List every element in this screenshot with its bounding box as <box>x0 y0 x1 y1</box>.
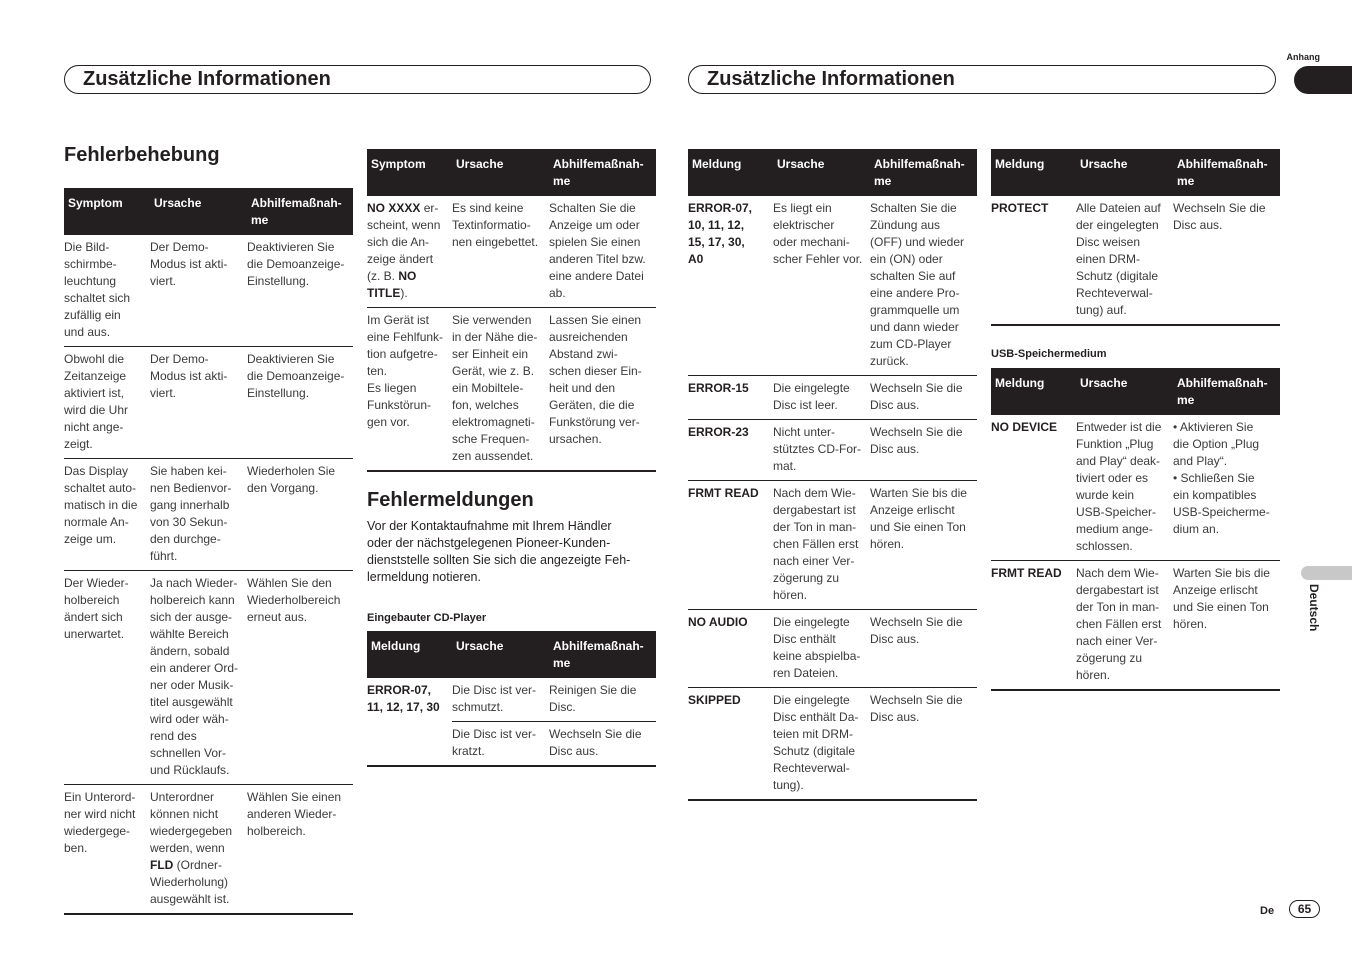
cell-meldung: FRMT READ <box>688 481 773 610</box>
cell-ursache: Nicht unter- stütztes CD-For- mat. <box>773 420 870 481</box>
cell-abhilfe: Wechseln Sie die Disc aus. <box>1173 196 1280 325</box>
cell-symptom <box>367 196 452 308</box>
cell-meldung: ERROR-07, 10, 11, 12, 15, 17, 30, A0 <box>688 196 773 376</box>
cell-abhilfe: Wählen Sie den Wiederholbereich erneut aus. <box>247 571 353 785</box>
col-header-meldung: Meldung <box>991 149 1076 196</box>
col-header-symptom: Symptom <box>367 149 452 196</box>
col-header-ursache: Ursache <box>1076 149 1173 196</box>
cell-text: (Ordner- Wiederholung) ausgewählt ist. <box>150 858 230 906</box>
table-row <box>367 722 656 767</box>
col-header-abhilfe: Abhilfemaßnah- me <box>549 149 656 196</box>
cell-symptom: Das Display schaltet auto- matisch in die normale An- zeige um. <box>64 459 150 571</box>
cell-meldung: NO AUDIO <box>688 610 773 688</box>
col-header-abhilfe: Abhilfemaßnah- me <box>870 149 977 196</box>
col-header-meldung: Meldung <box>367 631 452 678</box>
cell-abhilfe: Warten Sie bis die Anzeige erlischt und Sie einen Ton hören. <box>1173 561 1280 691</box>
cell-ursache: Der Demo- Modus ist akti- viert. <box>150 347 247 459</box>
cell-ursache: Entweder ist die Funktion „Plug and Play“ deak- tiviert oder es wurde kein USB-Speicher- medium ange- schlossen. <box>1076 415 1173 561</box>
cell-meldung: SKIPPED <box>688 688 773 801</box>
language-tab <box>1301 566 1352 580</box>
cell-abhilfe: Wechseln Sie die Disc aus. <box>870 420 977 481</box>
cell-ursache: Nach dem Wie- dergabestart ist der Ton in man- chen Fällen erst nach einer Ver- zögerung zu hören. <box>1076 561 1173 691</box>
cell-abhilfe: Wählen Sie einen anderen Wieder- holbereich. <box>247 785 353 915</box>
cell-abhilfe: Warten Sie bis die Anzeige erlischt und Sie einen Ton hören. <box>870 481 977 610</box>
anhang-label: Anhang <box>1286 52 1320 62</box>
cell-meldung: ERROR-07, 11, 12, 17, 30 <box>367 678 452 722</box>
table-row <box>367 678 656 722</box>
cell-ursache: Die eingelegte Disc ist leer. <box>773 376 870 420</box>
cell-meldung <box>367 722 452 767</box>
cell-text: Unterordner können nicht wiedergegeben werden, wenn <box>150 790 233 855</box>
table-row <box>688 196 977 376</box>
intro-paragraph: Vor der Kontaktaufnahme mit Ihrem Händler oder der nächstgelegenen Pioneer-Kunden- dienststelle sollten Sie sich die angezeigte Feh- lermeldung notieren. <box>367 519 631 584</box>
col-header-abhilfe: Abhilfemaßnah- me <box>1173 368 1280 415</box>
cell-abhilfe: Wechseln Sie die Disc aus. <box>549 722 656 767</box>
cell-meldung: FRMT READ <box>991 561 1076 691</box>
cell-symptom: Im Gerät ist eine Fehlfunk- tion aufgetre- ten. Es liegen Funkstörun- gen vor. <box>367 308 452 472</box>
table-header-row <box>688 149 977 196</box>
col-header-meldung: Meldung <box>991 368 1076 415</box>
table-header-row <box>367 631 656 678</box>
cell-abhilfe: Wechseln Sie die Disc aus. <box>870 688 977 801</box>
subsection-title-cd-player: Eingebauter CD-Player <box>367 612 487 624</box>
col-header-ursache: Ursache <box>452 149 549 196</box>
cell-meldung: NO DEVICE <box>991 415 1076 561</box>
col-header-symptom: Symptom <box>64 188 150 235</box>
cell-abhilfe: Wechseln Sie die Disc aus. <box>870 376 977 420</box>
cell-symptom: Die Bild- schirmbe- leuchtung schaltet sich zufällig ein und aus. <box>64 235 150 347</box>
cell-abhilfe: Wiederholen Sie den Vorgang. <box>247 459 353 571</box>
col-header-ursache: Ursache <box>452 631 549 678</box>
col-header-meldung: Meldung <box>688 149 773 196</box>
cell-ursache: Die Disc ist ver- kratzt. <box>452 722 549 767</box>
section-title-fehlermeldungen: Fehlermeldungen <box>367 489 534 511</box>
cell-symptom: Der Wieder- holbereich ändert sich unerwartet. <box>64 571 150 785</box>
cell-abhilfe: Deaktivieren Sie die Demoanzeige- Einstellung. <box>247 235 353 347</box>
cell-ursache: Die eingelegte Disc enthält Da- teien mit DRM- Schutz (digitale Rechteverwal- tung). <box>773 688 870 801</box>
cell-meldung: ERROR-15 <box>688 376 773 420</box>
col-header-abhilfe: Abhilfemaßnah- me <box>1173 149 1280 196</box>
cell-ursache: Die Disc ist ver- schmutzt. <box>452 678 549 722</box>
footer-language: De <box>1260 905 1275 917</box>
cell-ursache: Ja nach Wieder- holbereich kann sich der ausge- wählte Bereich ändern, sobald ein anderer Ord- ner oder Musik- titel ausgewählt wird oder wäh- rend des schnellen Vor- und Rücklaufs. <box>150 571 247 785</box>
page-number: 65 <box>1289 900 1320 918</box>
header-right <box>688 65 1276 94</box>
col-header-abhilfe: Abhilfemaßnah- me <box>549 631 656 678</box>
table-header-row <box>991 368 1280 415</box>
cell-ursache: Es sind keine Textinformatio- nen eingebettet. <box>452 196 549 308</box>
troubleshooting-table-continued <box>367 149 656 472</box>
table-row <box>991 196 1280 325</box>
section-title-fehlerbehebung: Fehlerbehebung <box>64 144 220 166</box>
header-right-title: Zusätzliche Informationen <box>707 68 955 90</box>
cell-bold-text: NO TITLE <box>367 269 417 300</box>
table-row <box>64 235 353 347</box>
table-row <box>991 415 1280 561</box>
cell-ursache: Die eingelegte Disc enthält keine abspielba- ren Dateien. <box>773 610 870 688</box>
table-header-row <box>991 149 1280 196</box>
cell-ursache: Es liegt ein elektrischer oder mechani- scher Fehler vor. <box>773 196 870 376</box>
table-row <box>64 459 353 571</box>
chapter-tab <box>1294 66 1352 94</box>
cell-abhilfe: Reinigen Sie die Disc. <box>549 678 656 722</box>
cell-ursache: Der Demo- Modus ist akti- viert. <box>150 235 247 347</box>
table-header-row <box>64 188 353 235</box>
cell-ursache: Sie haben kei- nen Bedienvor- gang innerhalb von 30 Sekun- den durchge- führt. <box>150 459 247 571</box>
col-header-ursache: Ursache <box>150 188 247 235</box>
cell-bold-text: FLD <box>150 858 174 872</box>
cell-symptom: Obwohl die Zeitanzeige aktiviert ist, wird die Uhr nicht ange- zeigt. <box>64 347 150 459</box>
cd-error-table <box>367 631 656 767</box>
table-row <box>688 610 977 688</box>
cd-error-table-end <box>991 149 1280 326</box>
cell-abhilfe: Schalten Sie die Anzeige um oder spielen Sie einen anderen Titel bzw. eine andere Datei ab. <box>549 196 656 308</box>
table-row <box>367 308 656 472</box>
troubleshooting-table <box>64 188 353 915</box>
table-row <box>64 785 353 915</box>
cell-abhilfe: Lassen Sie einen ausreichenden Abstand zwi- schen dieser Ein- heit und den Geräten, die die Funkstörung ver- ursachen. <box>549 308 656 472</box>
cell-ursache: Nach dem Wie- dergabestart ist der Ton in man- chen Fällen erst nach einer Ver- zögerung zu hören. <box>773 481 870 610</box>
col-header-abhilfe: Abhilfemaßnah- me <box>247 188 353 235</box>
cell-abhilfe: Schalten Sie die Zündung aus (OFF) und wieder ein (ON) oder schalten Sie auf eine andere Pro- grammquelle um und dann wieder zum CD-Player zurück. <box>870 196 977 376</box>
cell-abhilfe: Deaktivieren Sie die Demoanzeige- Einstellung. <box>247 347 353 459</box>
table-header-row <box>367 149 656 196</box>
table-row <box>991 561 1280 691</box>
col-header-ursache: Ursache <box>773 149 870 196</box>
cell-meldung: PROTECT <box>991 196 1076 325</box>
table-row <box>367 196 656 308</box>
cell-text: ). <box>400 286 408 300</box>
col-header-ursache: Ursache <box>1076 368 1173 415</box>
table-row <box>64 571 353 785</box>
cell-bold-text: NO XXXX <box>367 201 421 215</box>
cell-ursache: Alle Dateien auf der eingelegten Disc weisen einen DRM- Schutz (digitale Rechteverwal- tung) auf. <box>1076 196 1173 325</box>
cell-abhilfe: Wechseln Sie die Disc aus. <box>870 610 977 688</box>
table-row <box>688 481 977 610</box>
table-row <box>64 347 353 459</box>
cell-ursache: Sie verwenden in der Nähe die- ser Einheit ein Gerät, wie z. B. ein Mobiltele- fon, welches elektromagneti- sche Frequen- zen aussendet. <box>452 308 549 472</box>
cell-symptom: Ein Unterord- ner wird nicht wiedergege- ben. <box>64 785 150 915</box>
language-label: Deutsch <box>1307 584 1321 632</box>
table-row <box>688 688 977 801</box>
cell-meldung: ERROR-23 <box>688 420 773 481</box>
cell-ursache <box>150 785 247 915</box>
cell-text: er- scheint, wenn sich die An- zeige ändert (z. B. <box>367 201 441 283</box>
table-row <box>688 420 977 481</box>
header-left-title: Zusätzliche Informationen <box>83 68 331 90</box>
header-left <box>64 65 651 94</box>
cd-error-table-continued <box>688 149 977 801</box>
subsection-title-usb: USB-Speichermedium <box>991 348 1107 360</box>
usb-error-table <box>991 368 1280 691</box>
table-row <box>688 376 977 420</box>
cell-abhilfe: • Aktivieren Sie die Option „Plug and Play“. • Schließen Sie ein kompatibles USB-Speicherme- dium an. <box>1173 415 1280 561</box>
